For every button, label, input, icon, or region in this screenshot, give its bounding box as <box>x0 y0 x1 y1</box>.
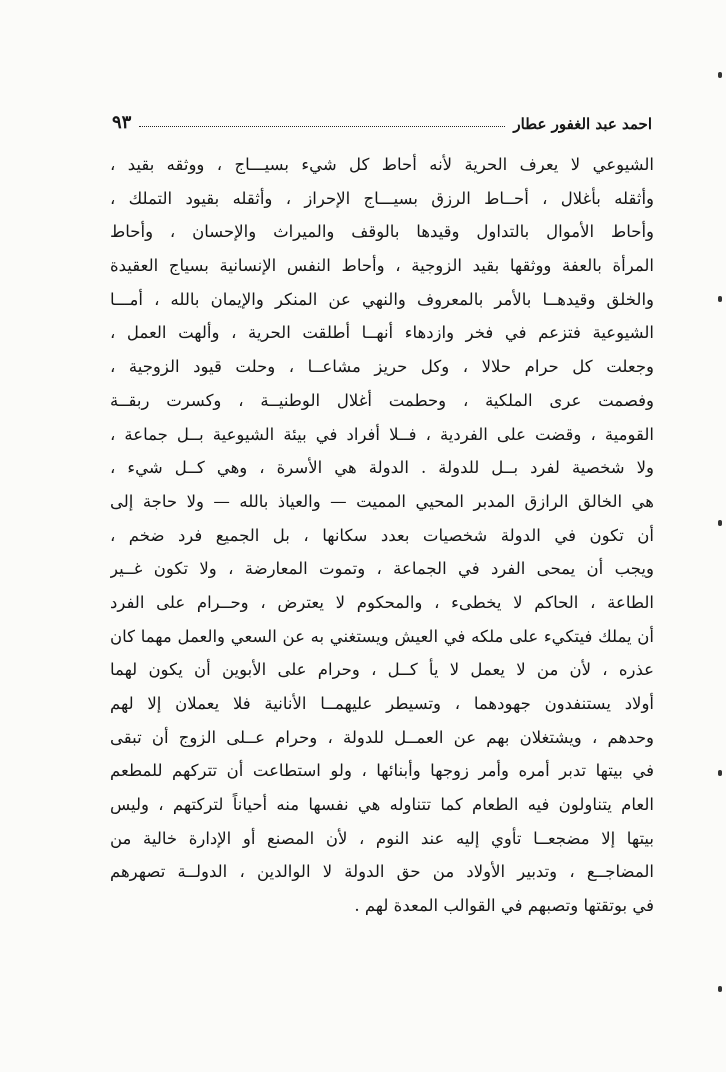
header-dotted-leader <box>139 125 505 127</box>
text-line: وفصمت عرى الملكية ، وحطمت أغلال الوطنيــة ، وكسرت ربقــة <box>110 390 654 410</box>
text-line: هي الخالق الرازق المدبر المحيي المميت — والعياذ بالله — ولا حاجة إلى <box>110 491 654 511</box>
text-line: ويجب أن يمحى الفرد في الجماعة ، وتموت المعارضة ، ولا تكون غــير <box>110 559 654 579</box>
text-line: والخلق وقيدهــا بالأمر بالمعروف والنهي عن المنكر والإيمان بالله ، أمـــا <box>110 289 654 309</box>
text-line: ولا شخصية لفرد بــل للدولة . الدولة هي الأسرة ، وهي كــل شيء ، <box>110 458 654 478</box>
scan-margin-mark <box>718 520 722 526</box>
text-line: المضاجــع ، وتدبير الأولاد من حق الدولة لا الوالدين ، الدولــة تصهرهم <box>110 862 654 882</box>
text-line: أن تكون في الدولة شخصيات بعدد سكانها ، بل الجميع فرد ضخم ، <box>110 525 654 545</box>
body-text <box>110 148 654 923</box>
text-line: الشيوعية فتزعم في فخر وازدهاء أنهــا أطلقت الحرية ، وألهت العمل ، <box>110 323 654 343</box>
text-line: في بيتها تدبر أمره وأمر زوجها وأبنائها ، ولو استطاعت أن تتركهم للمطعم <box>110 761 654 781</box>
page-number: ٩٣ <box>112 112 132 133</box>
scan-margin-mark <box>718 770 722 776</box>
text-line: الطاعة ، الحاكم لا يخطىء ، والمحكوم لا يعترض ، وحــرام على الفرد <box>110 592 654 612</box>
text-line: وحدهم ، ويشتغلان بهم عن العمــل للدولة ، وحرام عــلى الزوج أن تبقى <box>110 727 654 747</box>
text-line: وأثقله بأغلال ، أحــاط الرزق بسيـــاج الإحراز ، وأثقله بقيود التملك ، <box>110 188 654 208</box>
text-line: بيتها إلا مضجعــا تأوي إليه عند النوم ، لأن المصنع أو الإدارة خالية من <box>110 828 654 848</box>
text-line: القومية ، وقضت على الفردية ، فــلا أفراد في بيئة الشيوعية بــل جماعة ، <box>110 424 654 444</box>
scan-margin-mark <box>718 296 722 302</box>
running-header <box>112 105 652 133</box>
text-line: عذره ، لأن من لا يعمل لا يأ كــل ، وحرام على الأبوين أن يكون لهما <box>110 660 654 680</box>
text-line: وجعلت كل حرام حلالا ، وكل حريز مشاعــا ، وحلت قيود الزوجية ، <box>110 357 654 377</box>
scan-margin-mark <box>718 72 722 78</box>
text-line: الشيوعي لا يعرف الحرية لأنه أحاط كل شيء بسيـــاج ، ووثقه بقيد ، <box>110 155 654 174</box>
text-line: أن يملك فيتكيء على ملكه في العيش ويستغني به عن السعي والعمل مهما كان <box>110 626 654 646</box>
text-line: أولاد يستنفدون جهودهما ، وتسيطر عليهمــا الأنانية فلا يعملان إلا لهم <box>110 694 654 713</box>
text-line: المرأة بالعفة ووثقها بقيد الزوجية ، وأحاط النفس الإنسانية بسياج العقيدة <box>110 256 654 276</box>
text-line: وأحاط الأموال بالتداول وقيدها بالوقف والميراث والإحسان ، وأحاط <box>110 222 654 242</box>
scan-margin-mark <box>718 986 722 992</box>
text-line-last: في بوتقتها وتصبهم في القوالب المعدة لهم . <box>354 896 654 916</box>
text-line: العام يتناولون فيه الطعام كما تتناوله هي نفسها منه أحياناً لتركتهم ، وليس <box>110 795 654 815</box>
running-header-author: احمد عبد الغفور عطار <box>513 115 652 133</box>
